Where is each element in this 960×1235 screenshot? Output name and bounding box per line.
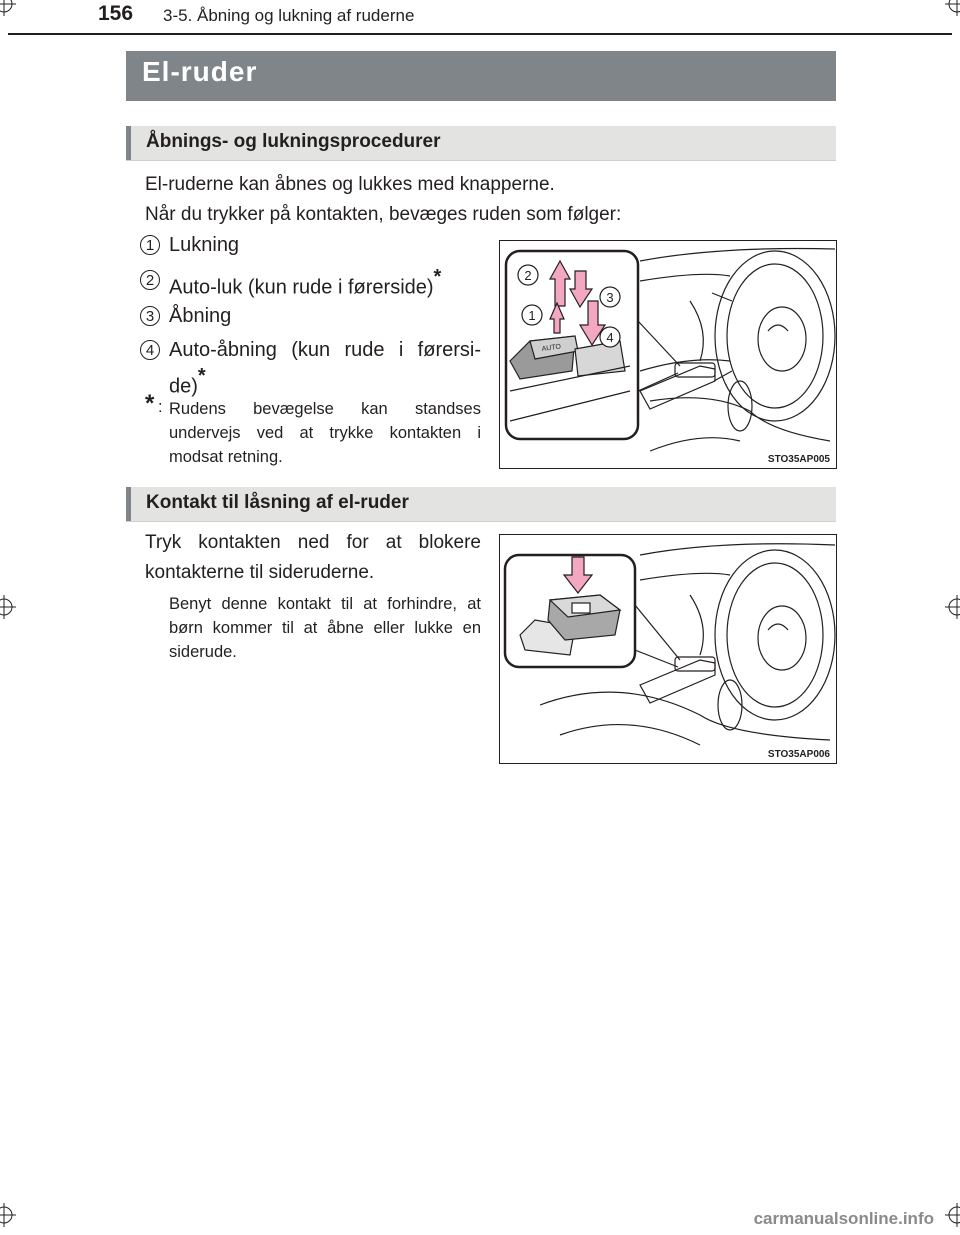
footnote-colon: : [158,398,163,416]
item-label-closing: Lukning [169,234,240,256]
window-switch-illustration [500,241,836,468]
page-number: 156 [98,2,134,25]
figure-window-switches [499,240,837,469]
item-number-4: 4 [140,340,160,360]
crop-mark-icon [945,1203,960,1227]
footnote-text: Rudens bevægelse kan standses undervejs ved at trykke kontakten i modsat retning. [169,400,481,466]
crop-mark-icon [0,0,16,16]
heading-accent [126,126,131,160]
section-heading-lock-switch [126,487,836,522]
item-label-auto-open: Auto-åbning (kun rude i førersi- [169,339,481,361]
heading-accent [126,487,131,521]
figure-caption: STO35AP005 [767,454,830,465]
footnote-star: * [145,390,155,417]
crop-mark-icon [0,595,16,619]
callout-3: 3 [606,290,614,305]
header-rule [8,33,952,35]
section-heading-text: Kontakt til låsning af el-ruder [146,492,409,513]
callout-4: 4 [606,330,614,345]
page-title-bar [126,51,836,101]
figure-lock-switch [499,534,837,764]
callout-2: 2 [524,268,532,283]
lock-text-line-1: Tryk kontakten ned for at blokere [145,532,481,553]
callout-1: 1 [528,308,536,323]
lock-note: Benyt denne kontakt til at forhindre, at børn kommer til at åbne eller lukke en siderude. [169,595,481,661]
item-label-opening: Åbning [169,305,232,327]
crop-mark-icon [945,595,960,619]
section-heading-procedures [126,126,836,161]
item-number-1: 1 [140,235,160,255]
intro-line-2: Når du trykker på kontakten, bevæges ruden som følger: [145,204,622,225]
item-number-2: 2 [140,270,160,290]
watermark: carmanualsonline.info [753,1209,934,1228]
crop-mark-icon [945,0,960,16]
crop-mark-icon [0,1203,16,1227]
lock-switch-illustration [500,535,836,763]
figure-caption: STO35AP006 [767,749,830,760]
lock-text-line-2: kontakterne til sideruderne. [145,562,375,583]
section-heading-text: Åbnings- og lukningsprocedurer [146,131,441,152]
item-label-auto-close: Auto-luk (kun rude i førerside)* [169,266,442,299]
intro-line-1: El-ruderne kan åbnes og lukkes med knapperne. [145,174,555,195]
auto-switch-label: AUTO [541,343,562,353]
running-title: 3-5. Åbning og lukning af ruderne [163,6,415,25]
item-label-auto-open-cont: de)* [169,365,206,398]
page-title: El-ruder [142,56,258,87]
item-number-3: 3 [140,306,160,326]
